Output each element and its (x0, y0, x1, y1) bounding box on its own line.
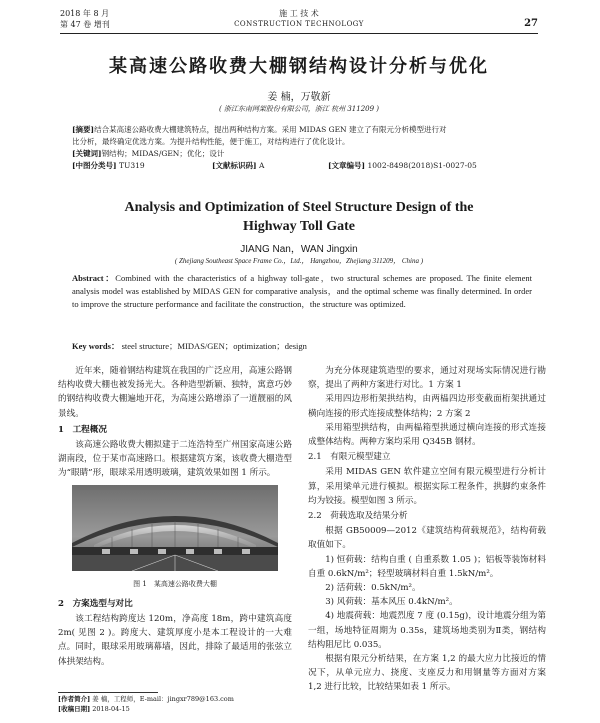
section-2-paragraph: 该工程结构跨度达 120m，净高度 18m，跨中建筑高度 2m( 见图 2 )。跨度大、建筑厚度小是本工程设计的一大难点。同时，眼球采用玻璃幕墙，因此，排除了最适用的张弦立体拱架结构。 (58, 614, 292, 667)
authors-cn: 姜 楠，万敬新 (267, 92, 331, 103)
doc-code: [文献标识码] A (212, 161, 265, 170)
journal-name-cn: 施 工 技 术 (279, 9, 319, 18)
load-wind: 3) 风荷载：基本风压 0.4kN/m²。 (325, 597, 458, 608)
affiliation-cn: ( 浙江东南网架股份有限公司，浙江 杭州 311209 ) (218, 105, 380, 113)
abstract-cn-block (72, 124, 532, 172)
section-1-heading: 1 工程概况 (58, 424, 107, 435)
load-live: 2) 活荷载：0.5kN/m²。 (325, 583, 421, 594)
keywords-cn-line (72, 148, 532, 160)
keywords-en-label: Key words： (72, 341, 120, 351)
title-en (60, 198, 538, 236)
header-year-month: 2018 年 8 月 (60, 9, 110, 18)
section-2-heading: 2 方案选型与对比 (58, 598, 133, 609)
load-dead: 1) 恒荷载：结构自重 ( 自重系数 1.05 )；铝板等装饰材料自重 0.6kN/m²；轻型玻璃材料自重 1.5kN/m²。 (308, 554, 546, 579)
header-volume-issue: 第 47 卷 增刊 (60, 20, 110, 29)
affiliation-en: ( Zhejiang Southeast Space Frame Co.，Ltd.， Hangzhou，Zhejiang 311209， China ) (174, 257, 424, 265)
abstract-en (72, 272, 532, 312)
section-2-1-paragraph: 采用 MIDAS GEN 软件建立空间有限元模型进行分析计算，采用梁单元进行模拟。根据实际工程条件，拱脚约束条件均为铰接。模型如图 3 所示。 (308, 467, 546, 506)
classification-row (72, 160, 532, 172)
abstract-en-label: Abstract： (72, 273, 116, 283)
header-rule (60, 33, 538, 34)
figure-1-caption: 图 1 某高速公路收费大棚 (133, 579, 217, 588)
scheme-2-description: 采用箱型拱结构，由两榀箱型拱通过横向连接的形式连接成整体结构。两种方案均采用 Q345B 钢材。 (308, 422, 546, 448)
author-bio: [作者简介] 姜 楠，工程师，E-mail：jingxr789@163.com (58, 695, 234, 703)
toll-gate-photo (72, 485, 278, 571)
article-number: [文章编号] 1002-8498(2018)S1-0027-05 (328, 161, 477, 170)
scheme-intro: 为充分体现建筑造型的要求，通过对现场实际情况进行勘察，提出了两种方案进行对比。1 方案 1 (308, 366, 546, 391)
journal-name-en: CONSTRUCTION TECHNOLOGY (234, 20, 364, 28)
received-date: [收稿日期] 2018-04-15 (58, 705, 130, 713)
section-1-paragraph: 该高速公路收费大棚拟建于二连浩特至广州国家高速公路湖南段，位于某市高速路口。根据建筑方案，该收费大棚造型为“眼睛”形，眼球采用透明玻璃，建筑效果如图 1 所示。 (58, 440, 292, 479)
load-seismic: 4) 地震荷载：地震烈度 7 度 (0.15g)，设计地震分组为第一组，场地特征周期为 0.35s，建筑场地类别为Ⅱ类，钢结构结构阻尼比 0.035。 (308, 611, 546, 650)
load-intro: 根据 GB50009—2012《建筑结构荷载规范》，结构荷载取值如下。 (308, 526, 546, 551)
scheme-1-description: 采用四边形桁架拱结构，由两榀四边形变截面桁架拱通过横向连接的形式连接成整体结构；2 方案 2 (308, 394, 546, 419)
title-en-line-2: Highway Toll Gate (242, 219, 356, 234)
left-column (58, 364, 292, 669)
section-2-2-heading: 2.2 荷载选取及结果分析 (308, 511, 408, 522)
abstract-cn-label: [摘要] (72, 125, 95, 134)
header-journal-name (60, 8, 538, 30)
authors-en: JIANG Nan，WAN Jingxin (240, 244, 358, 255)
title-cn: 某高速公路收费大棚钢结构设计分析与优化 (109, 56, 489, 77)
analysis-closing: 根据有限元分析结果，在方案 1,2 的最大应力比接近的情况下，从单元应力、挠度、支座反力和用钢量等方面对方案 1,2 进行比较，比较结果如表 1 所示。 (308, 654, 546, 693)
footnote (58, 694, 298, 714)
keywords-en: steel structure；MIDAS/GEN；optimization；design (121, 341, 307, 351)
running-header (60, 8, 538, 32)
class-number: [中图分类号] TU319 (72, 161, 145, 170)
footnote-rule (58, 692, 158, 693)
keywords-cn-label: [关键词] (72, 149, 102, 158)
keywords-en-line (72, 340, 532, 352)
page-number: 27 (524, 18, 538, 29)
abstract-cn-text-2: 比分析，最终确定优选方案。为提升结构性能，便于施工，对结构进行了优化设计。 (72, 137, 350, 146)
abstract-cn-line (72, 124, 532, 136)
intro-paragraph: 近年来，随着钢结构建筑在我国的广泛应用，高速公路钢结构收费大棚也被发扬光大。各种造型新颖、独特，寓意巧妙的钢结构收费大棚遍地开花，为高速公路增添了一道靓丽的风景线。 (58, 366, 292, 419)
keywords-cn: 钢结构；MIDAS/GEN；优化；设计 (101, 149, 225, 158)
abstract-en-text: Combined with the characteristics of a highway toll-gate，two structural schemes are proposed. The finite element analysis model was established by MIDAS GEN for comparative analysis，and the optimal scheme was finally determined. In order to improve the structure performance and facilitate the construction，the structure was optimized. (72, 273, 532, 310)
right-column (308, 364, 546, 695)
title-en-line-1: Analysis and Optimization of Steel Structure Design of the (124, 200, 474, 215)
section-2-1-heading: 2.1 有限元模型建立 (308, 452, 391, 463)
abstract-cn-text-1: 结合某高速公路收费大棚建筑特点，提出两种结构方案。采用 MIDAS GEN 建立了有限元分析模型进行对 (94, 125, 447, 134)
